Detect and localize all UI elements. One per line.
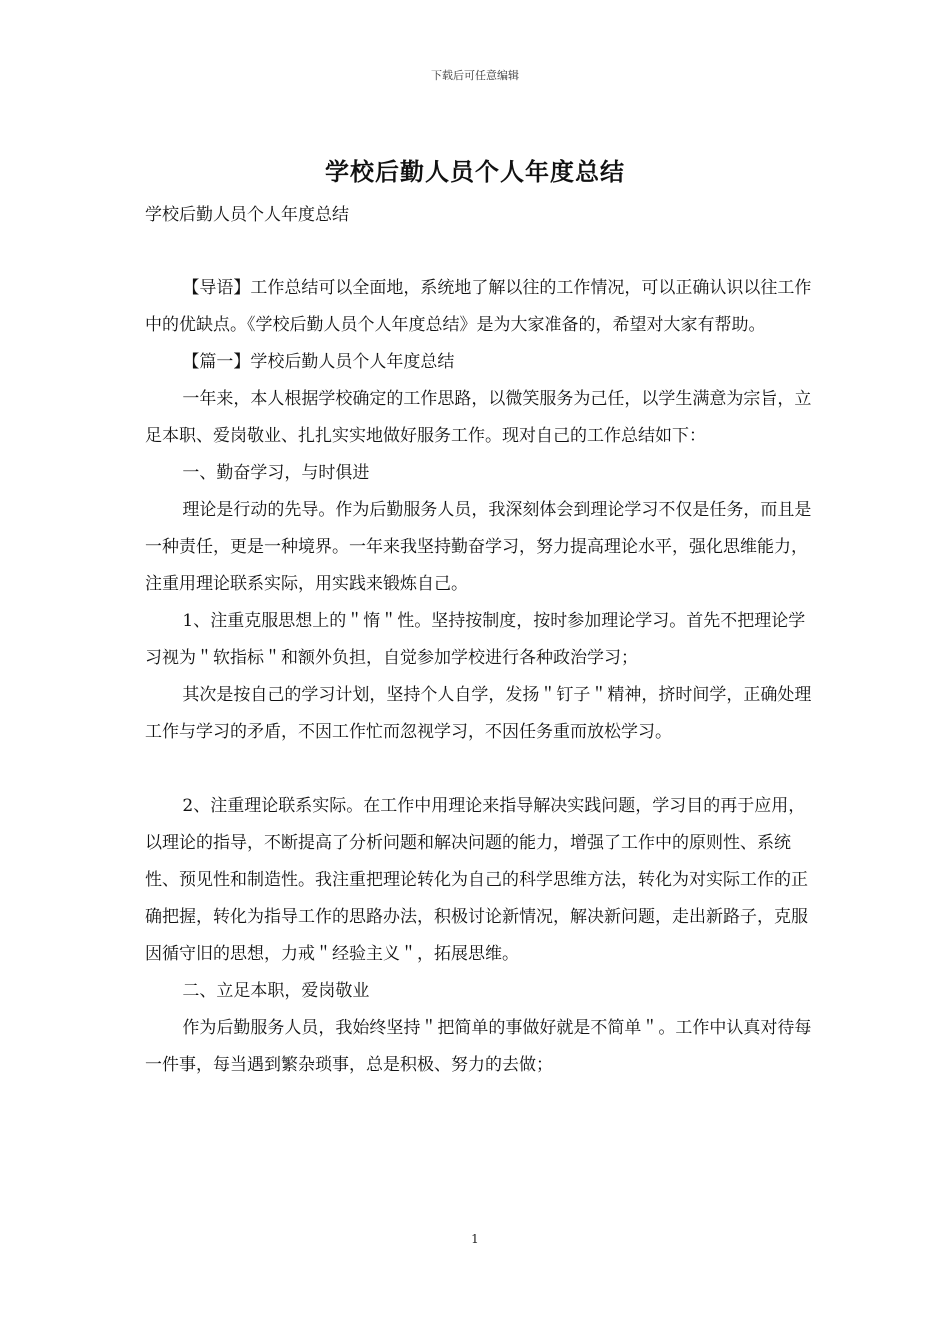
intro-paragraph: 【导语】工作总结可以全面地，系统地了解以往的工作情况，可以正确认识以往工作中的优缺点。《学校后勤人员个人年度总结》是为大家准备的，希望对大家有帮助。	[145, 278, 812, 335]
document-title: 学校后勤人员个人年度总结	[325, 157, 625, 186]
document-subtitle: 学校后勤人员个人年度总结	[145, 205, 349, 225]
point-two-paragraph: 2、注重理论联系实际。在工作中用理论来指导解决实践问题，学习目的再于应用，以理论的指导，不断提高了分析问题和解决问题的能力，增强了工作中的原则性、系统性、预见性和制造性。我注重把理论转化为自己的科学思维方法，转化为对实际工作的正确把握，转化为指导工作的思路办法，积极讨论新情况，解决新问题，走出新路子，克服因循守旧的思想，力戒＂经验主义＂，拓展思维。	[145, 796, 808, 964]
point-one-continued-paragraph: 其次是按自己的学习计划，坚持个人自学，发扬＂钉子＂精神，挤时间学，正确处理工作与学习的矛盾，不因工作忙而忽视学习，不因任务重而放松学习。	[145, 685, 812, 742]
opening-paragraph: 一年来，本人根据学校确定的工作思路，以微笑服务为己任，以学生满意为宗旨，立足本职、爱岗敬业、扎扎实实地做好服务工作。现对自己的工作总结如下：	[145, 389, 812, 446]
header-note: 下载后可任意编辑	[431, 69, 519, 82]
section-heading-part-one: 【篇一】学校后勤人员个人年度总结	[182, 352, 455, 372]
section-heading-duty: 二、立足本职，爱岗敬业	[182, 981, 370, 1001]
paragraph-gap	[145, 751, 821, 788]
page-number: 1	[471, 1232, 479, 1246]
document-body	[145, 270, 821, 1084]
theory-paragraph: 理论是行动的先导。作为后勤服务人员，我深刻体会到理论学习不仅是任务，而且是一种责任，更是一种境界。一年来我坚持勤奋学习，努力提高理论水平，强化思维能力，注重用理论联系实际，用实践来锻炼自己。	[145, 500, 812, 594]
point-one-paragraph: 1、注重克服思想上的＂惰＂性。坚持按制度，按时参加理论学习。首先不把理论学习视为＂软指标＂和额外负担，自觉参加学校进行各种政治学习；	[145, 611, 806, 668]
duty-paragraph: 作为后勤服务人员，我始终坚持＂把简单的事做好就是不简单＂。工作中认真对待每一件事，每当遇到繁杂琐事，总是积极、努力的去做；	[145, 1018, 812, 1075]
section-heading-study: 一、勤奋学习，与时俱进	[182, 463, 370, 483]
